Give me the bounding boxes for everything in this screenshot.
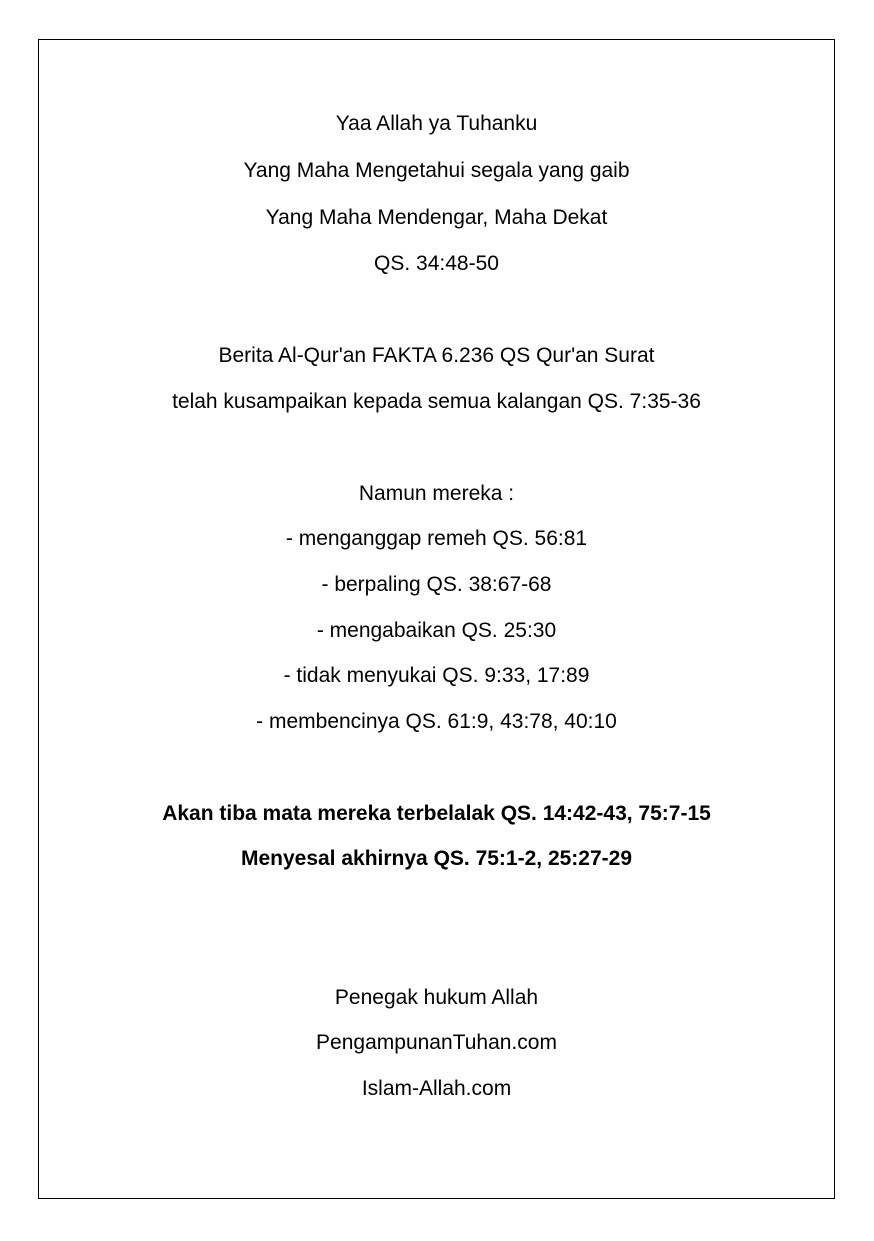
greeting-line-1: Yaa Allah ya Tuhanku	[335, 112, 538, 135]
reaction-item: - mengabaikan QS. 25:30	[316, 619, 557, 642]
greeting-reference: QS. 34:48-50	[374, 252, 499, 275]
reaction-item: - menganggap remeh QS. 56:81	[285, 527, 588, 550]
warning-line-1: Akan tiba mata mereka terbelalak QS. 14:42-43, 75:7-15	[162, 802, 711, 825]
reaction-item: - membencinya QS. 61:9, 43:78, 40:10	[256, 710, 617, 733]
greeting-line-2: Yang Maha Mengetahui segala yang gaib	[243, 159, 630, 182]
reaction-item: - tidak menyukai QS. 9:33, 17:89	[283, 664, 590, 687]
message-line-2: telah kusampaikan kepada semua kalangan QS. 7:35-36	[172, 390, 701, 413]
warning-line-2: Menyesal akhirnya QS. 75:1-2, 25:27-29	[240, 847, 633, 870]
message-line-1: Berita Al-Qur'an FAKTA 6.236 QS Qur'an Surat	[218, 344, 655, 367]
signature-website-1: PengampunanTuhan.com	[316, 1031, 557, 1054]
greeting-line-3: Yang Maha Mendengar, Maha Dekat	[265, 206, 608, 229]
signature-website-2: Islam-Allah.com	[361, 1077, 512, 1100]
reaction-item: - berpaling QS. 38:67-68	[321, 573, 552, 596]
signature-title: Penegak hukum Allah	[334, 986, 539, 1009]
reactions-intro: Namun mereka :	[358, 482, 515, 505]
